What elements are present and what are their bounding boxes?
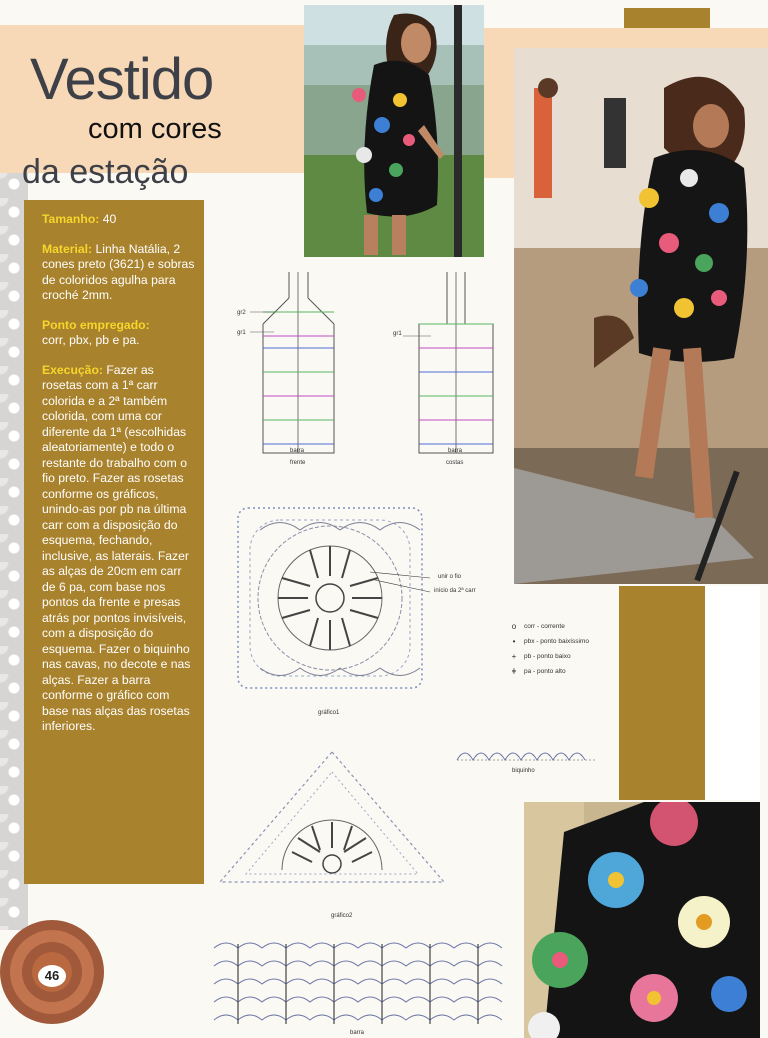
legend-item <box>508 619 589 634</box>
chart1-note-round2: início da 2ª carr <box>434 588 476 594</box>
front-caption: frente <box>290 460 306 466</box>
legend-text: pbx - ponto baixíssimo <box>524 638 590 645</box>
material-paragraph <box>42 242 196 304</box>
front-gr2-label: gr2 <box>237 310 246 316</box>
title-line-3: da estação <box>22 153 189 191</box>
chart2-triangle-diagram <box>212 746 452 891</box>
chart1-rosette-diagram <box>230 500 430 695</box>
front-gr1-label: gr1 <box>237 330 246 336</box>
material-label: Material: <box>42 241 93 256</box>
front-barra-label: barra <box>290 448 305 454</box>
back-barra-label: barra <box>448 448 463 454</box>
instructions-box <box>24 200 204 884</box>
photo-dress-closeup <box>524 802 760 1038</box>
size-paragraph <box>42 212 196 228</box>
chart1-caption: gráfico1 <box>318 710 340 716</box>
chart1-note-join: unir o fio <box>438 574 462 580</box>
white-accent-panel <box>705 586 760 800</box>
legend-item <box>508 649 589 664</box>
stitch-paragraph <box>42 318 196 349</box>
back-gr1-label: gr1 <box>393 331 402 337</box>
title-block <box>0 25 304 191</box>
chart2-caption: gráfico2 <box>331 913 353 919</box>
page-number: 46 <box>38 965 66 987</box>
biquinho-caption: biquinho <box>512 768 535 774</box>
size-value: 40 <box>102 212 117 226</box>
title-line-2: com cores <box>88 113 222 145</box>
size-label: Tamanho: <box>42 212 100 226</box>
legend-symbol: • <box>512 637 516 646</box>
legend-symbol: ǂ <box>511 667 517 676</box>
legend-item <box>508 664 589 679</box>
legend-text: pa - ponto alto <box>524 668 566 675</box>
gold-accent-bar <box>624 8 710 28</box>
legend-text: pb - ponto baixo <box>524 653 571 660</box>
schema-back-diagram <box>395 268 505 473</box>
execution-label: Execução: <box>42 362 103 377</box>
schema-front-diagram <box>230 268 350 473</box>
back-caption: costas <box>446 460 464 466</box>
stitch-legend <box>508 619 589 679</box>
legend-symbol: o <box>511 622 517 631</box>
barra-chart-diagram <box>210 938 506 1030</box>
title-line-1: Vestido <box>30 47 214 112</box>
peach-accent-bar <box>484 48 514 178</box>
legend-text: corr - corrente <box>524 623 565 630</box>
legend-item <box>508 634 589 649</box>
stitch-label: Ponto empregado: <box>42 317 150 332</box>
barra-caption: barra <box>350 1030 365 1036</box>
execution-paragraph <box>42 363 196 735</box>
material-value: Linha Natália, 2 cones preto (3621) e sobras de coloridos agulha para croché 2mm. <box>42 241 195 302</box>
photo-woman-shower <box>304 5 484 257</box>
legend-symbol: + <box>511 652 517 661</box>
photo-woman-beach <box>514 48 768 584</box>
stitch-value: corr, pbx, pb e pa. <box>42 333 140 347</box>
gold-accent-panel <box>619 586 705 800</box>
execution-value: Fazer as rosetas com a 1ª carr colorida e a 2ª também colorida, com uma cor diferente da 1ª (escolhidas aleatoriamente) e todo o restante do trabalho com o fio preto. Fazer as rosetas conforme os gráficos, unindo-as por pb na última carr com a disposição do esquema, fechando, inclusive, as laterais. Fazer as alças de 20cm em carr de 6 pa, com base nos pontos da frente e presas atrás por pontos invisíveis, com a disposição do esquema. Fazer o biquinho nas cavas, no decote e nas alças. Fazer a barra conforme o gráfico com base nas alças das rosetas inferiores. <box>42 362 191 733</box>
peach-accent-bar <box>484 28 768 48</box>
biquinho-edging-diagram <box>455 746 597 764</box>
